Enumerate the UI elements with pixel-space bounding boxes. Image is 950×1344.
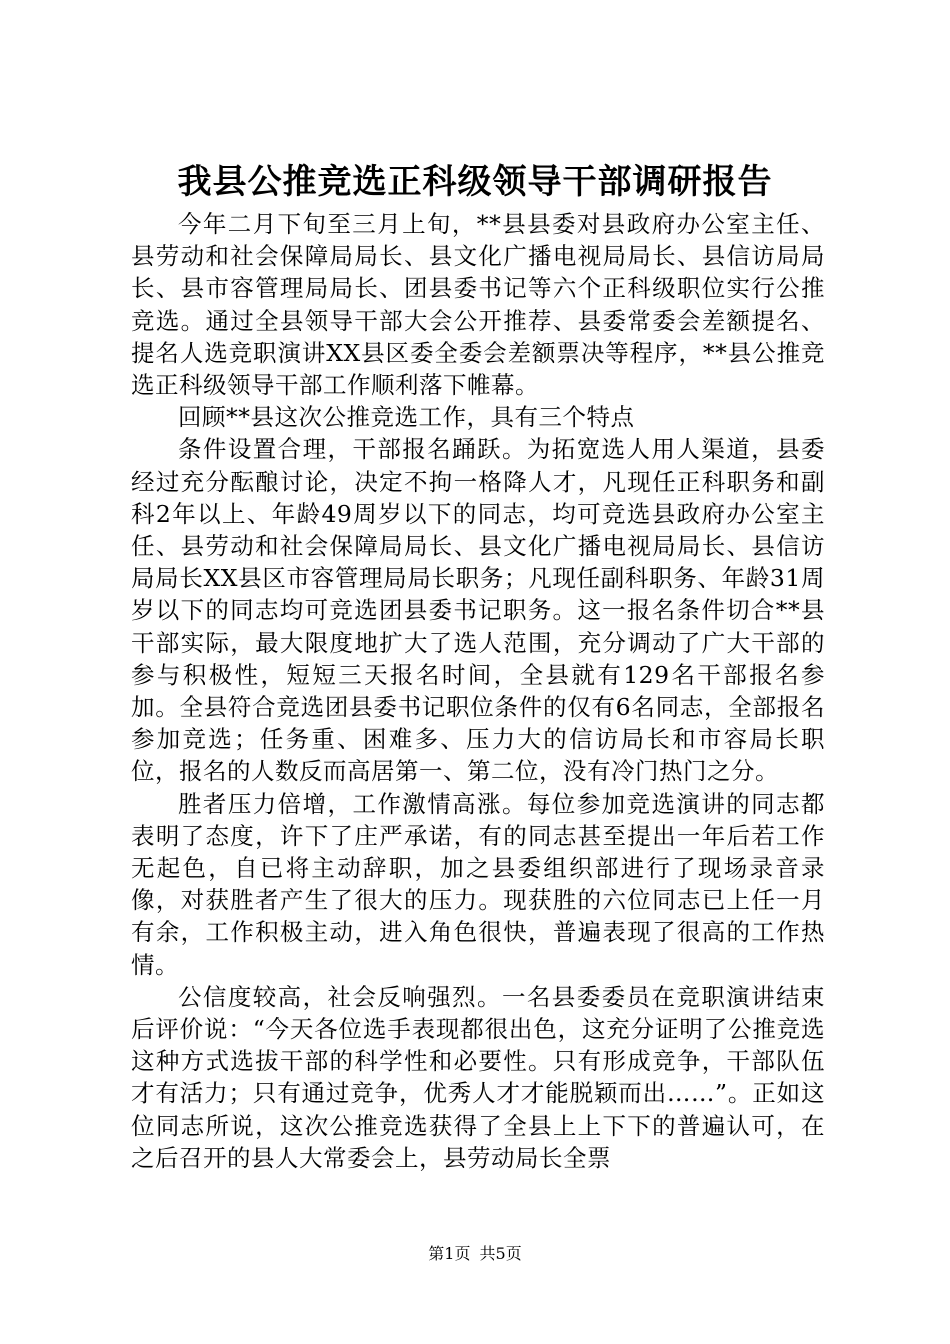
page-number: 第1页 bbox=[428, 1244, 471, 1263]
paragraph-feature-pressure: 胜者压力倍增，工作激情高涨。每位参加竞选演讲的同志都表明了态度，许下了庄严承诺，有的同志甚至提出一年后若工作无起色，自已将主动辞职，加之县委组织部进行了现场录音录像，对获胜者产生了很大的压力。现获胜的六位同志已上任一月有余，工作积极主动，进入角色很快，普遍表现了很高的工作热情。 bbox=[131, 789, 825, 979]
document-title: 我县公推竞选正科级领导干部调研报告 bbox=[177, 162, 773, 202]
paragraph-feature-conditions: 条件设置合理，干部报名踊跃。为拓宽选人用人渠道，县委经过充分酝酿讨论，决定不拘一格降人才，凡现任正科职务和副科2年以上、年龄49周岁以下的同志，均可竞选县政府办公室主任、县劳动和社会保障局局长、县文化广播电视局局长、县信访局局长XX县区市容管理局局长职务；凡现任副科职务、年龄31周岁以下的同志均可竞选团县委书记职务。这一报名条件切合**县干部实际，最大限度地扩大了选人范围，充分调动了广大干部的参与积极性，短短三天报名时间，全县就有129名干部报名参加。全县符合竞选团县委书记职位条件的仅有6名同志，全部报名参加竞选；任务重、困难多、压力大的信访局长和市容局长职位，报名的人数反而高居第一、第二位，没有冷门热门之分。 bbox=[131, 435, 825, 786]
paragraph-review: 回顾**县这次公推竞选工作，具有三个特点 bbox=[178, 403, 635, 432]
document-body bbox=[131, 208, 825, 1174]
paragraph-feature-credibility: 公信度较高，社会反响强烈。一名县委委员在竞职演讲结束后评价说：“今天各位选手表现都很出色，这充分证明了公推竞选这种方式选拔干部的科学性和必要性。只有形成竞争，干部队伍才有活力；只有通过竞争，优秀人才才能脱颖而出……”。正如这位同志所说，这次公推竞选获得了全县上上下下的普遍认可，在之后召开的县人大常委会上，县劳动局长全票 bbox=[131, 982, 825, 1172]
paragraph-intro: 今年二月下旬至三月上旬，**县县委对县政府办公室主任、县劳动和社会保障局局长、县文化广播电视局局长、县信访局局长、县市容管理局局长、团县委书记等六个正科级职位实行公推竞选。通过全县领导干部大会公开推荐、县委常委会差额提名、提名人选竞职演讲XX县区委全委会差额票决等程序，**县公推竞选正科级领导干部工作顺利落下帷幕。 bbox=[131, 210, 825, 400]
page-total: 共5页 bbox=[479, 1244, 522, 1263]
page-footer bbox=[0, 1242, 950, 1266]
